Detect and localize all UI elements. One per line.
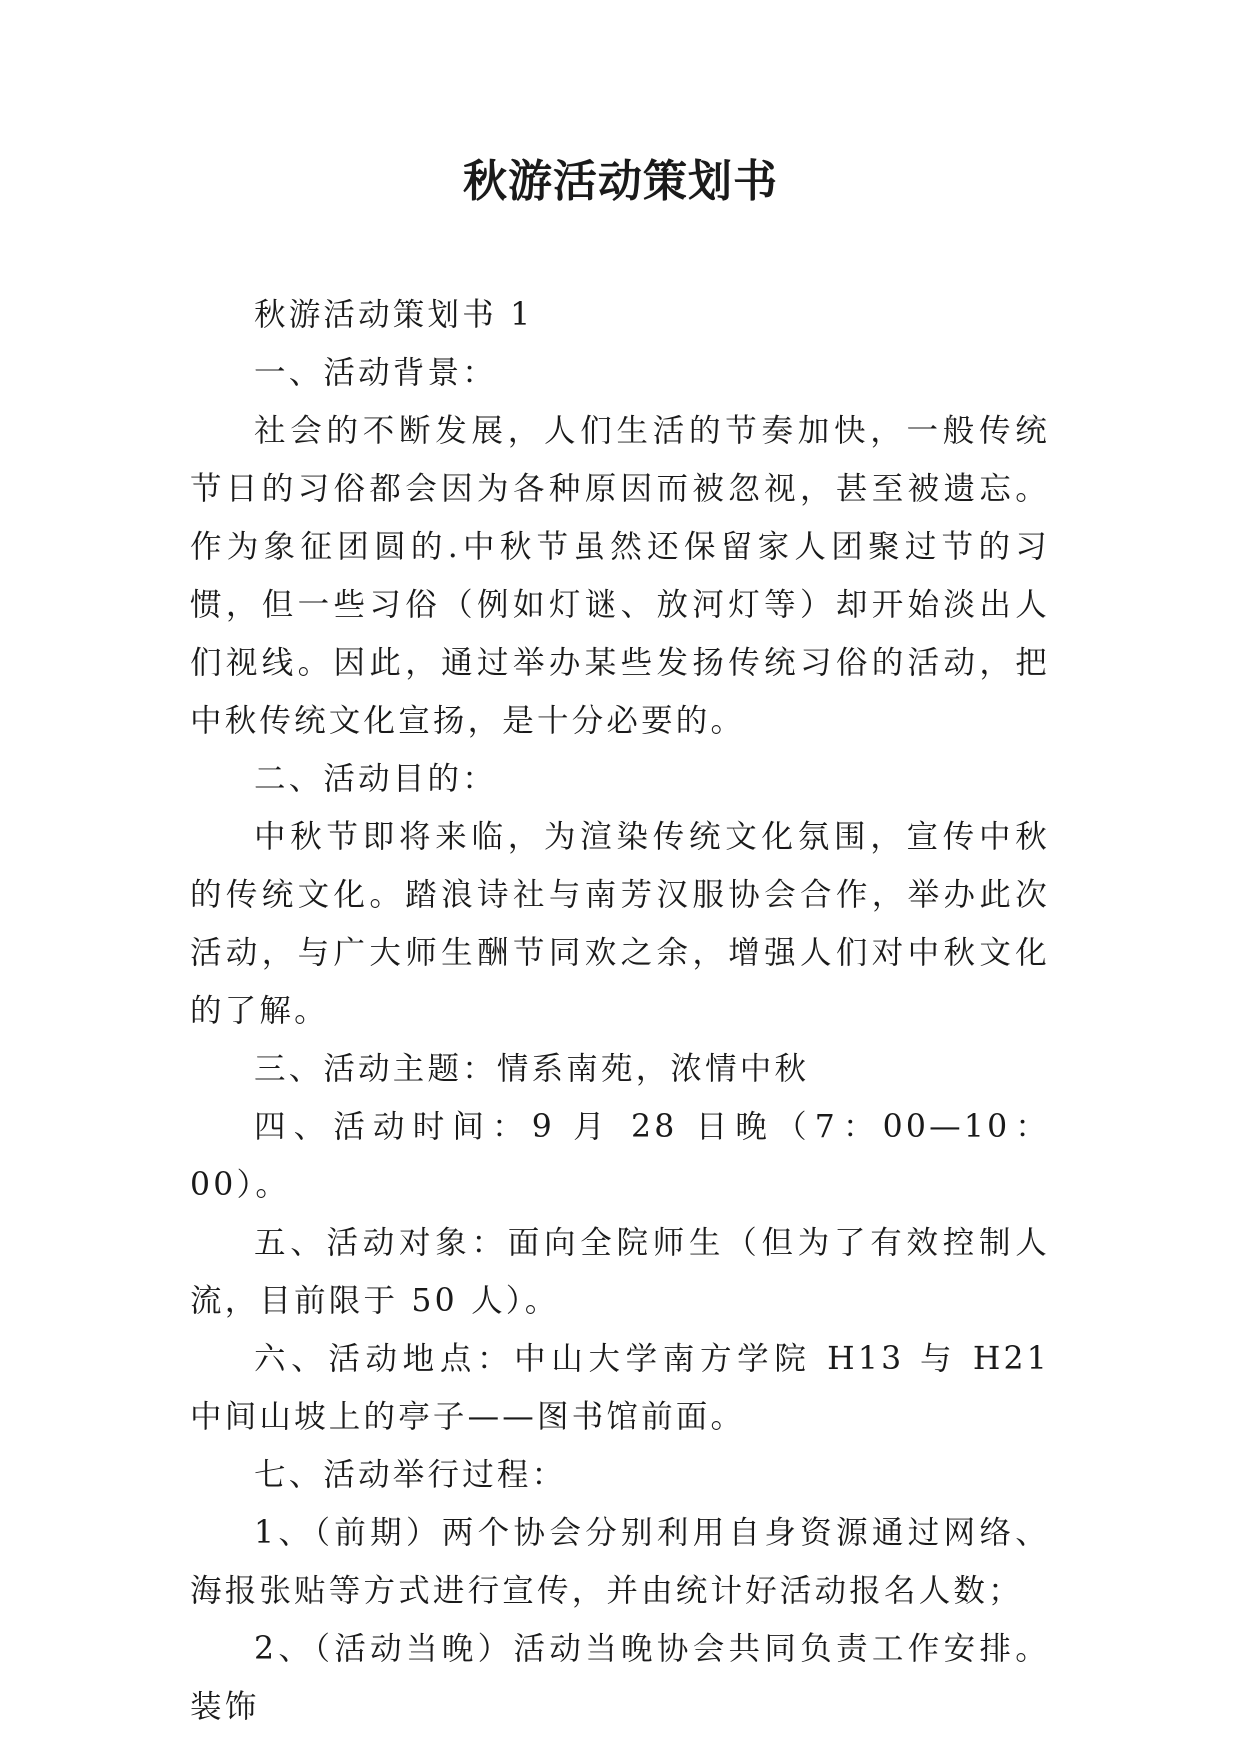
process-step-1: 1、（前期）两个协会分别利用自身资源通过网络、海报张贴等方式进行宣传，并由统计好活动报名人数； <box>190 1515 1050 1609</box>
process-step-2: 2、（活动当晚）活动当晚协会共同负责工作安排。装饰 <box>190 1631 1050 1725</box>
background-paragraph: 社会的不断发展，人们生活的节奏加快，一般传统节日的习俗都会因为各种原因而被忽视，甚至被遗忘。作为象征团圆的.中秋节虽然还保留家人团聚过节的习惯，但一些习俗（例如灯谜、放河灯等）却开始淡出人们视线。因此，通过举办某些发扬传统习俗的活动，把中秋传统文化宣扬，是十分必要的。 <box>190 413 1050 739</box>
theme-paragraph: 三、活动主题：情系南苑，浓情中秋 <box>254 1051 810 1087</box>
purpose-paragraph: 中秋节即将来临，为渲染传统文化氛围，宣传中秋的传统文化。踏浪诗社与南芳汉服协会合作，举办此次活动，与广大师生酬节同欢之余，增强人们对中秋文化的了解。 <box>190 819 1050 1029</box>
document-body <box>190 286 1050 1736</box>
document-title: 秋游活动策划书 <box>463 156 778 207</box>
audience-paragraph: 五、活动对象：面向全院师生（但为了有效控制人流，目前限于 50 人）。 <box>190 1225 1050 1319</box>
subtitle-paragraph: 秋游活动策划书 1 <box>254 297 534 333</box>
time-paragraph: 四、活动时间：9 月 28 日晚（7：00—10：00）。 <box>190 1109 1050 1203</box>
section-heading-background: 一、活动背景： <box>254 355 497 391</box>
section-heading-process: 七、活动举行过程： <box>254 1457 567 1493</box>
location-paragraph: 六、活动地点：中山大学南方学院 H13 与 H21 中间山坡上的亭子——图书馆前面。 <box>190 1341 1050 1435</box>
section-heading-purpose: 二、活动目的： <box>254 761 497 797</box>
